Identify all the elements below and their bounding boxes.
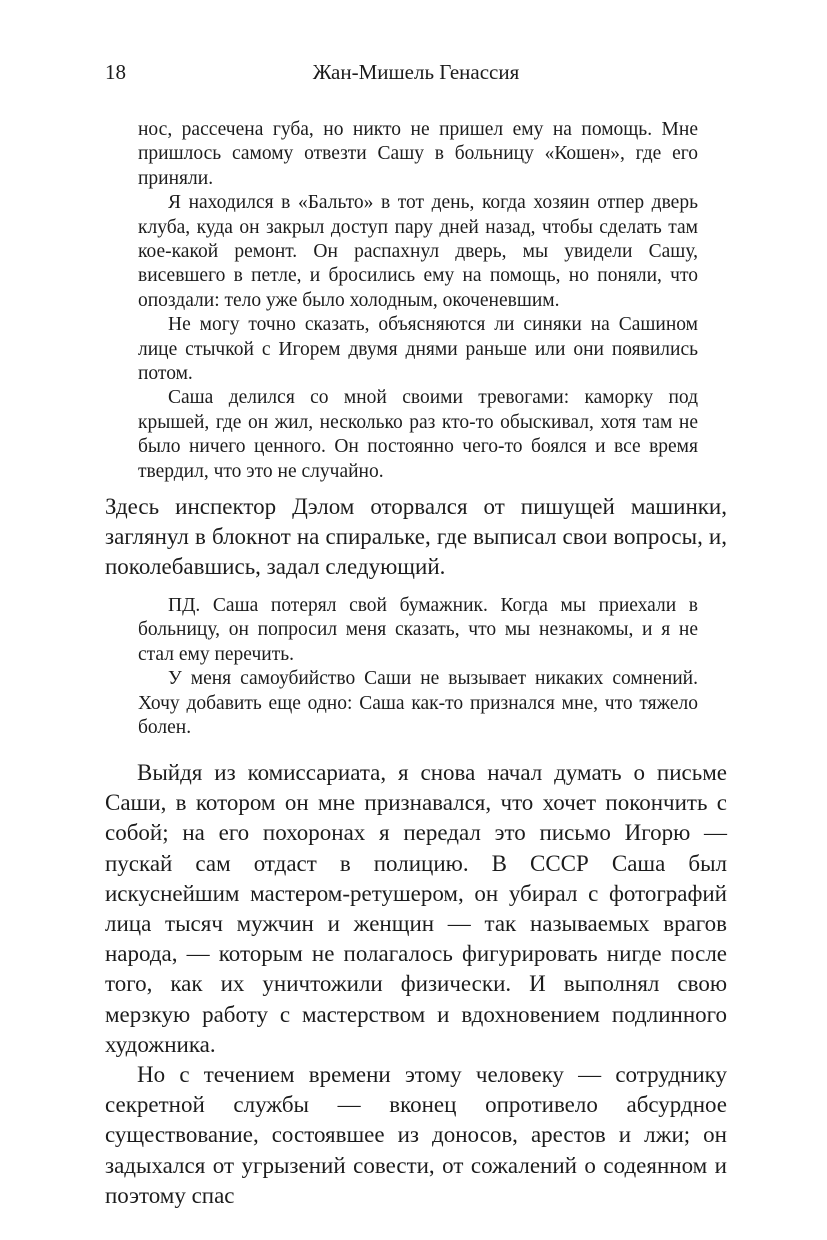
testimony-paragraph: Не могу точно сказать, объясняются ли синяки на Сашином лице стычкой с Игорем двумя днями раньше или они появились потом. [138, 314, 698, 385]
narration-paragraph: Но с течением времени этому человеку — сотруднику секретной службы — вконец опротивело абсурдное существование, состоявшее из доносов, арестов и лжи; он задыхался от угрызений совести, от сожалений о содеянном и поэтому спас [105, 1062, 727, 1208]
testimony-paragraph: Саша делился со мной своими тревогами: каморку под крышей, где он жил, несколько раз кто-то обыскивал, хотя там не было ничего ценного. Он постоянно чего-то боялся и все время твердил, что это не случайно. [138, 387, 698, 482]
testimony-paragraph: ПД. Саша потерял свой бумажник. Когда мы приехали в больницу, он попросил меня сказать, что мы незнакомы, и я не стал ему перечить. [138, 595, 698, 665]
testimony-paragraph: У меня самоубийство Саши не вызывает никаких сомнений. Хочу добавить еще одно: Саша как-то признался мне, что тяжело болен. [138, 668, 698, 739]
page-header [105, 60, 727, 90]
running-title: Жан-Мишель Генассия [312, 60, 520, 84]
narration-paragraph: Выйдя из комиссариата, я снова начал думать о письме Саши, в котором он мне признавался, что хочет покончить с собой; на его похоронах я передал это письмо Игорю — пускай сам отдаст в полицию. В СССР Саша был искуснейшим мастером-ретушером, он убирал с фотографий лица тысяч мужчин и женщин — так называемых врагов народа, — которым не полагалось фигурировать нигде после того, как их уничтожили физически. И выполнял свою мерзкую работу с мастерством и вдохновением подлинного художника. [105, 760, 727, 1057]
testimony-block-2 [138, 594, 698, 740]
page-number: 18 [105, 60, 126, 84]
narration-block-1 [105, 492, 727, 583]
testimony-block-1 [138, 118, 698, 484]
narration-paragraph: Здесь инспектор Дэлом оторвался от пишущей машинки, заглянул в блокнот на спиральке, где выписал свои вопросы, и, поколебавшись, задал следующий. [105, 494, 727, 580]
testimony-paragraph: Я находился в «Бальто» в тот день, когда хозяин отпер дверь клуба, куда он закрыл доступ пару дней назад, чтобы сделать там кое-какой ремонт. Он распахнул дверь, мы увидели Сашу, висевшего в петле, и бросились ему на помощь, но поняли, что опоздали: тело уже было холодным, окоченевшим. [138, 192, 698, 311]
testimony-paragraph: нос, рассечена губа, но никто не пришел ему на помощь. Мне пришлось самому отвезти Сашу в больницу «Кошен», где его приняли. [138, 119, 698, 189]
narration-block-2 [105, 758, 727, 1211]
